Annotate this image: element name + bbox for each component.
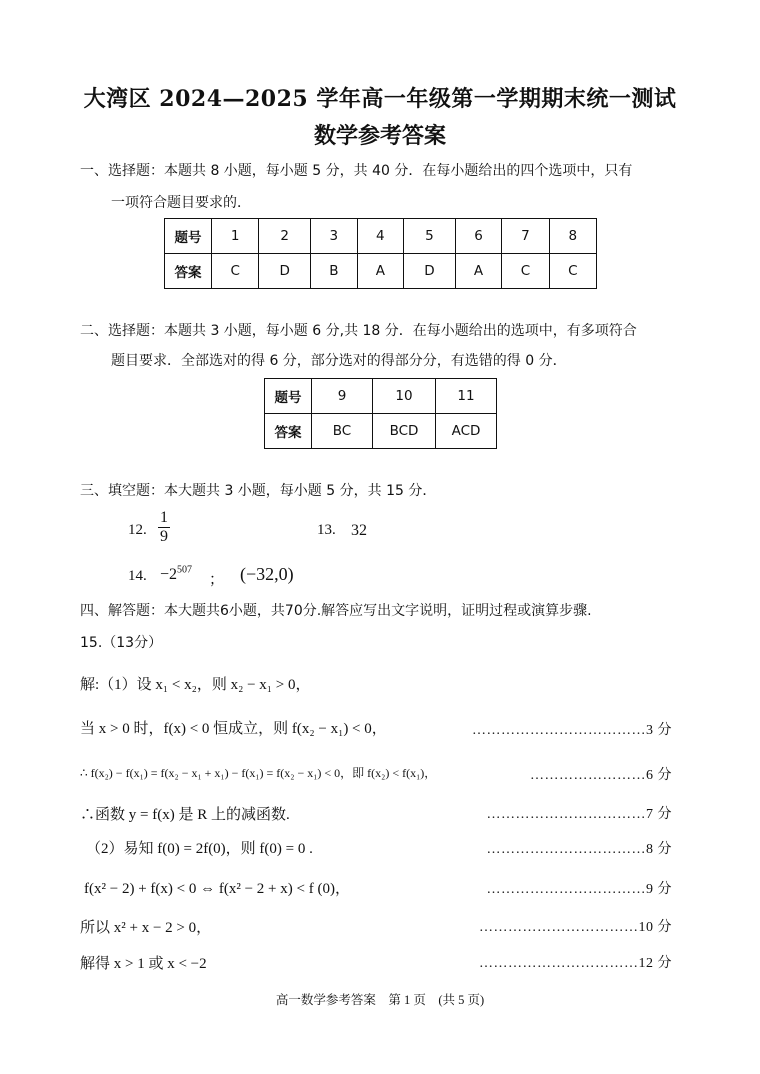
question-number-cell: 8 [549, 219, 596, 254]
answer-cell: C [502, 254, 549, 289]
q15-step-score: ……………………………9 分 [486, 882, 672, 897]
q15-header: 15.（13分） [80, 635, 163, 651]
page-footer: 高一数学参考答案 第 1 页 (共 5 页) [275, 993, 485, 1007]
q15-step-text: 解得 x > 1 或 x < −2 [80, 956, 207, 972]
table-header-cell: 答案 [265, 414, 312, 449]
q14-answer-2: (−32,0) [240, 564, 294, 584]
answer-cell: C [212, 254, 259, 289]
q15-step-score: ……………………………10 分 [479, 920, 672, 935]
question-number-cell: 11 [436, 379, 497, 414]
question-number-cell: 3 [311, 219, 358, 254]
question-number-cell: 9 [312, 379, 373, 414]
answer-cell: D [404, 254, 456, 289]
q15-step-text: f(x² − 2) + f(x) < 0 ⇔ f(x² − 2 + x) < f (0)， [84, 881, 350, 897]
question-number-cell: 4 [357, 219, 403, 254]
section1-answer-table [164, 218, 597, 289]
answer-cell: BCD [373, 414, 436, 449]
section4-instruction: 四、解答题：本大题共6小题，共70分.解答应写出文字说明，证明过程或演算步骤. [80, 603, 592, 619]
section1-instruction-line2: 一项符合题目要求的． [111, 195, 251, 211]
question-number-cell: 2 [259, 219, 311, 254]
answer-cell: C [549, 254, 596, 289]
q15-step-text: ∴ f(x₂) − f(x₁) = f(x₂ − x₁ + x₁) − f(x₁) = f(x₂ − x₁) < 0，即 f(x₂) < f(x₁)， [80, 766, 437, 780]
table-header-cell: 题号 [265, 379, 312, 414]
q15-step-text: 所以 x² + x − 2 > 0， [80, 920, 212, 936]
q12-denominator: 9 [160, 528, 168, 545]
page-subtitle: 数学参考答案 [313, 123, 446, 149]
q15-step-score: ………………………………3 分 [472, 723, 672, 738]
q15-step-text: ∴函数 y = f(x) 是 R 上的减函数. [80, 807, 290, 823]
table-header-cell: 题号 [165, 219, 212, 254]
q15-step-text: 解:（1）设 x₁ < x₂，则 x₂ − x₁ > 0， [80, 677, 311, 693]
q14-separator: ； [209, 572, 225, 588]
q15-step-score: ……………………………8 分 [486, 842, 672, 857]
q14-label: 14. [128, 568, 147, 584]
section1-instruction-line1: 一、选择题：本题共 8 小题，每小题 5 分，共 40 分．在每小题给出的四个选项中，只有 [80, 163, 633, 179]
answer-cell: B [311, 254, 358, 289]
table-header-cell: 答案 [165, 254, 212, 289]
answer-cell: ACD [436, 414, 497, 449]
answer-cell: D [259, 254, 311, 289]
q12-label: 12. [128, 522, 147, 538]
q15-step-score: ……………………………7 分 [486, 807, 672, 822]
question-number-cell: 1 [212, 219, 259, 254]
q15-step-text: 当 x > 0 时，f(x) < 0 恒成立，则 f(x₂ − x₁) < 0， [80, 721, 387, 737]
answer-cell: A [357, 254, 403, 289]
q15-step-text: （2）易知 f(0) = 2f(0)，则 f(0) = 0 . [86, 841, 313, 857]
section2-instruction-line1: 二、选择题：本题共 3 小题，每小题 6 分,共 18 分．在每小题给出的选项中，有多项符合 [80, 323, 637, 339]
section2-instruction-line2: 题目要求．全部选对的得 6 分，部分选对的得部分分，有选错的得 0 分． [111, 353, 567, 369]
q13-label: 13. [317, 522, 336, 538]
question-number-cell: 7 [502, 219, 549, 254]
q12-numerator: 1 [160, 509, 168, 526]
answer-cell: A [455, 254, 501, 289]
section2-answer-table [264, 378, 497, 449]
q14-exponent: 507 [177, 564, 193, 576]
q12-fraction [158, 509, 170, 546]
question-number-cell: 10 [373, 379, 436, 414]
q14-base: −2 [160, 566, 178, 583]
section3-instruction: 三、填空题：本大题共 3 小题，每小题 5 分，共 15 分． [80, 483, 437, 499]
page-title: 大湾区 2024—2025 学年高一年级第一学期期末统一测试 [83, 86, 677, 112]
q14-answer-1 [160, 566, 192, 584]
question-number-cell: 6 [455, 219, 501, 254]
answer-cell: BC [312, 414, 373, 449]
question-number-cell: 5 [404, 219, 456, 254]
q15-step-score: ……………………………12 分 [479, 956, 672, 971]
q15-step-score: ……………………6 分 [530, 768, 672, 783]
q13-answer: 32 [351, 522, 367, 539]
